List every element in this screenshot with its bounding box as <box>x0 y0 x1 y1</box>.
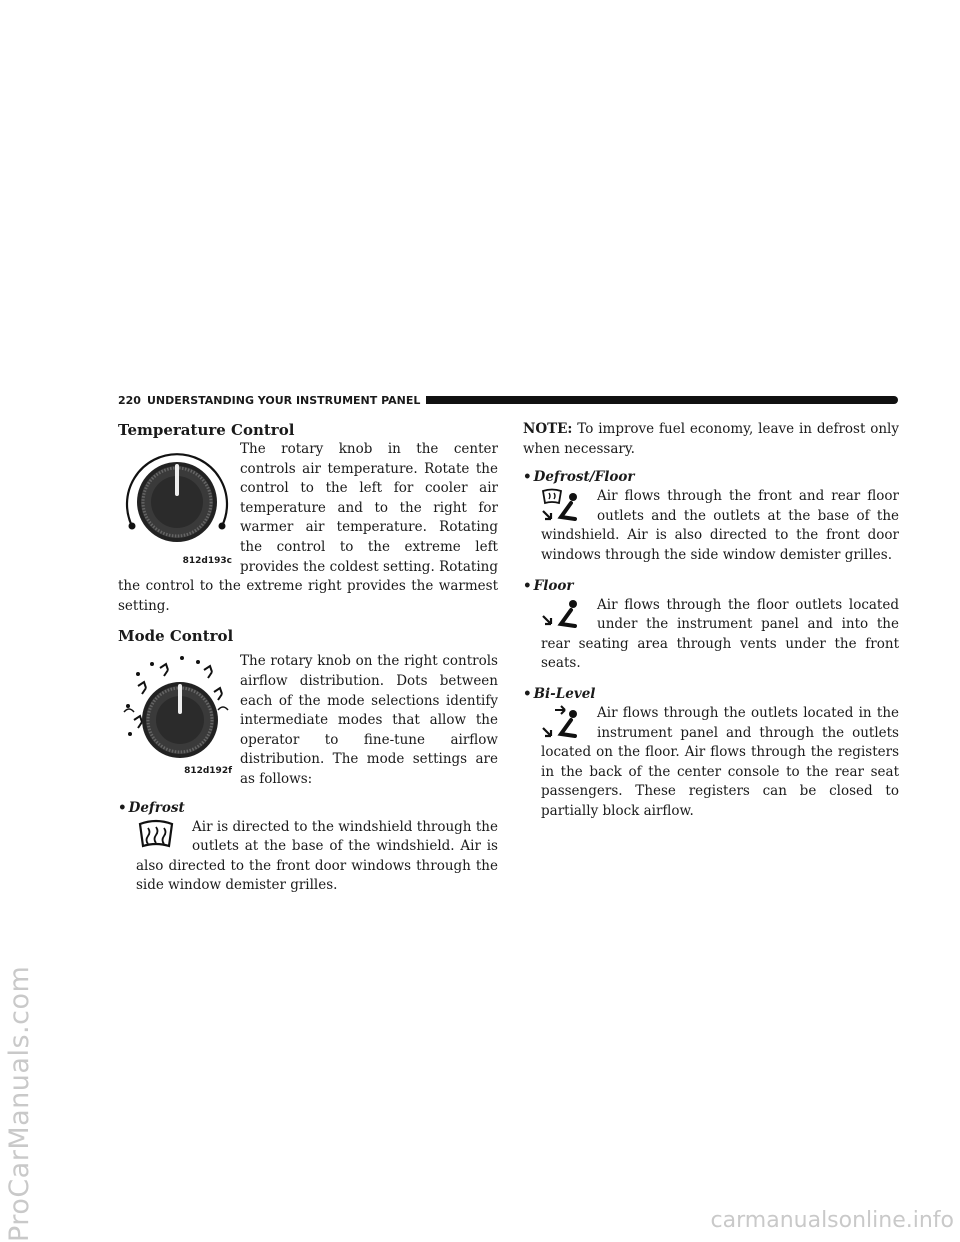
temperature-text: The rotary knob in the center controls air temperature. Rotate the control to the left for cooler air temperature and to the right for warmer air temperature. Rotating the control to the extreme left provides the coldest setting. Rotating the control to the extreme right provides the warmest setting. <box>118 441 498 614</box>
mode-item-floor <box>523 576 899 674</box>
mode-item-text: Air is directed to the windshield through the outlets at the base of the windshield. Air is also directed to the front door windows through the side window demister grilles. <box>136 818 498 894</box>
mode-item-title: • Bi-Level <box>523 685 596 702</box>
section-title: UNDERSTANDING YOUR INSTRUMENT PANEL <box>146 393 421 407</box>
mode-item-text: Air flows through the floor outlets located under the instrument panel and into the rear seating area through vents under the front seats. <box>541 596 899 672</box>
mode-item-text: Air flows through the front and rear floor outlets and the outlets at the base of the windshield. Air is also directed to the front door windows through the side window demister grilles. <box>541 488 899 563</box>
mode-item-text: Air flows through the outlets located in the instrument panel and through the outlets located on the floor. Air flows through the registers in the back of the center console to the rear seat passengers. These registers can be closed to partially block airflow. <box>541 704 899 819</box>
mode-figure-code: 812d192f <box>184 766 232 777</box>
mode-item-title: • Defrost <box>118 799 185 816</box>
temperature-knob-figure <box>118 442 236 566</box>
note-text: To improve fuel economy, leave in defrost only when necessary. <box>523 421 899 457</box>
temperature-knob-icon <box>118 442 236 554</box>
mode-knob-icon <box>118 648 236 764</box>
note-label: NOTE: <box>523 421 573 437</box>
temperature-heading: Temperature Control <box>118 421 295 439</box>
mode-item-title: • Floor <box>523 577 574 594</box>
page-header <box>118 392 898 408</box>
right-column <box>523 420 899 822</box>
bi-level-icon <box>541 704 597 742</box>
bottom-watermark: carmanualsonline.info <box>710 1208 954 1233</box>
mode-heading: Mode Control <box>118 627 234 646</box>
mode-item-defrost-floor <box>523 467 899 565</box>
defrost-floor-icon <box>541 487 597 525</box>
mode-knob-figure <box>118 648 236 776</box>
header-rule <box>426 396 898 404</box>
mode-text: The rotary knob on the right controls airflow distribution. Dots between each of the mode selections identify intermediate modes that allow the operator to fine-tune airflow distribution. The mode settings are as follows: <box>240 653 498 787</box>
page-number: 220 <box>118 393 141 407</box>
side-watermark: ProCarManuals.com <box>4 965 35 1242</box>
mode-item-title: • Defrost/Floor <box>523 469 635 486</box>
floor-icon <box>541 596 597 634</box>
left-column <box>118 420 498 896</box>
note <box>523 420 899 459</box>
mode-item-defrost <box>118 798 498 896</box>
temperature-figure-code: 812d193c <box>182 556 232 566</box>
mode-item-bi-level <box>523 684 899 822</box>
defrost-icon <box>136 818 192 856</box>
